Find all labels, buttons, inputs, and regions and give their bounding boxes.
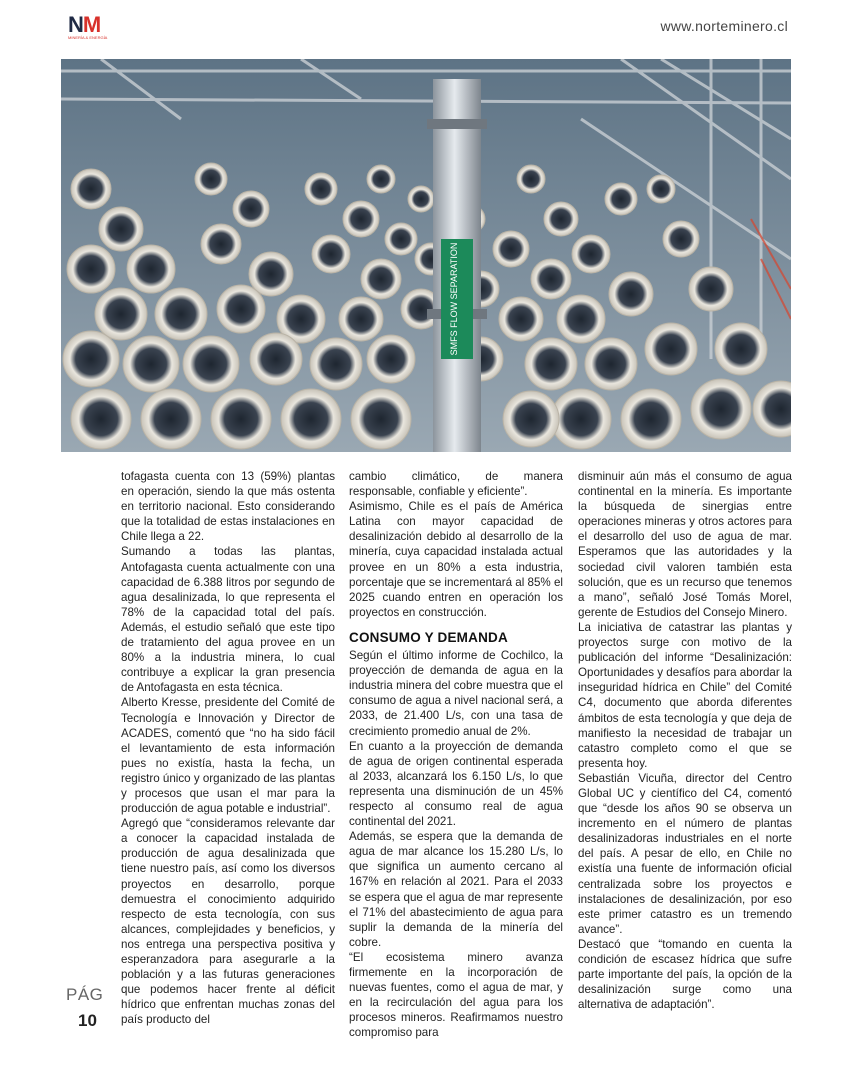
paragraph: La iniciativa de catastrar las plantas y proyectos surge con motivo de la publicación del informe “Desalinización: Oportunidades y desafíos para abordar la inseguridad hídrica en Chile” del Comité C4, documento que aborda diferentes ámbitos de esta tecnología y que deja de manifiesto la necesidad de trabajar un catastro completo como el que se presenta hoy. bbox=[578, 620, 792, 770]
website-url: www.norteminero.cl bbox=[660, 18, 788, 34]
paragraph: tofagasta cuenta con 13 (59%) plantas en operación, siendo la que más ostenta en territorio nacional. Esto considerando que la totalidad de estas instalaciones en Chile llega a 22. bbox=[121, 470, 335, 544]
page-number: 10 bbox=[78, 1011, 97, 1030]
article-column-2 bbox=[349, 469, 563, 1040]
magazine-logo bbox=[68, 14, 108, 42]
paragraph: Asimismo, Chile es el país de América Latina con mayor capacidad de desalinización debido al desarrollo de la minería, cuya capacidad instalada actual provee en un 80% a esta industria, porcentaje que se incrementará al 85% el 2025 cuando entren en operación los proyectos en construcción. bbox=[349, 500, 563, 619]
paragraph: En cuanto a la proyección de demanda de agua de origen continental esperada al 2033, alcanzará los 6.150 L/s, lo que representa una disminución de un 45% respecto al consumo real de agua continental del 2021. bbox=[349, 739, 563, 829]
paragraph: Destacó que “tomando en cuenta la condición de escasez hídrica que sufre parte importante del país, la opción de la desalinización surge como una alternativa de adaptación”. bbox=[578, 937, 792, 1012]
logo-mark: NM bbox=[68, 12, 101, 37]
logo-subtitle: MINERÍA & ENERGÍA bbox=[68, 35, 108, 40]
paragraph: Sebastián Vicuña, director del Centro Global UC y científico del C4, comentó que “desde los años 90 se observa un incremento en el número de plantas desalinizadoras industriales en el norte del país. A pesar de ello, en Chile no existía una fuente de información oficial centralizada sobre los proyectos e instalaciones de desalinización, por eso este primer catastro es un tremendo avance”. bbox=[578, 771, 792, 936]
article-column-1 bbox=[121, 469, 335, 1027]
desalination-plant-photo bbox=[61, 59, 791, 452]
paragraph: Según el último informe de Cochilco, la proyección de demanda de agua en la industria minera del cobre muestra que el consumo de agua a nivel nacional será, a 2033, de 21.400 L/s, con una tasa de crecimiento promedio anual de 2%. bbox=[349, 649, 563, 738]
page-label: PÁG bbox=[66, 985, 104, 1004]
article-column-3 bbox=[578, 469, 792, 1012]
paragraph: Sumando a todas las plantas, Antofagasta cuenta actualmente con una capacidad de 6.388 litros por segundo de agua desalinizada, lo que representa el 78% de la capacidad total del país. Además, el estudio señaló que este tipo de tratamiento del agua provee en un 80% a la industria minera, lo cual contribuye a explicar la gran presencia de Antofagasta en esta técnica. bbox=[121, 545, 335, 695]
pipe-label: SMFS FLOW SEPARATION bbox=[449, 242, 459, 356]
paragraph: Agregó que “consideramos relevante dar a conocer la capacidad instalada de producción de agua desalinizada que tiene nuestro país, así como los diversos proyectos en desarrollo, porque demuestra el conocimiento adquirido respecto de esta tecnología, con sus alcances, complejidades y beneficios, y nos entrega una perspectiva positiva y esperanzadora para asegurarle a la población y a las futuras generaciones que podemos hacer frente al déficit hídrico que enfrentan muchas zonas del país producto del bbox=[121, 817, 335, 1027]
paragraph: “El ecosistema minero avanza firmemente en la incorporación de nuevas fuentes, como el agua de mar, y en la recirculación del agua para los procesos mineros. Reafirmamos nuestro compromiso para bbox=[349, 950, 563, 1040]
paragraph: Alberto Kresse, presidente del Comité de Tecnología e Innovación y Director de ACADES, comentó que “no ha sido fácil el levantamiento de esta información pues no existía, hasta la fecha, un registro único y organizado de las plantas y procesos que usan el mar para la producción de agua potable e industrial”. bbox=[121, 696, 335, 816]
paragraph: disminuir aún más el consumo de agua continental en la minería. Es importante la búsqueda de sinergias entre operaciones mineras y otros actores para el desarrollo del uso de agua de mar. Esperamos que las autoridades y la sociedad civil valoren también esta solución, que es un recurso que tenemos a mano”, señaló José Tomás Morel, gerente de Estudios del Consejo Minero. bbox=[578, 470, 792, 619]
paragraph: Además, se espera que la demanda de agua de mar alcance los 15.280 L/s, lo que significa un aumento cercano al 167% en relación al 2021. Para el 2033 se espera que el agua de mar represente el 71% del abastecimiento de agua para suplir la demanda de la minería del cobre. bbox=[349, 830, 563, 949]
section-heading: CONSUMO Y DEMANDA bbox=[349, 629, 508, 645]
paragraph: cambio climático, de manera responsable, confiable y eficiente”. bbox=[349, 470, 563, 499]
